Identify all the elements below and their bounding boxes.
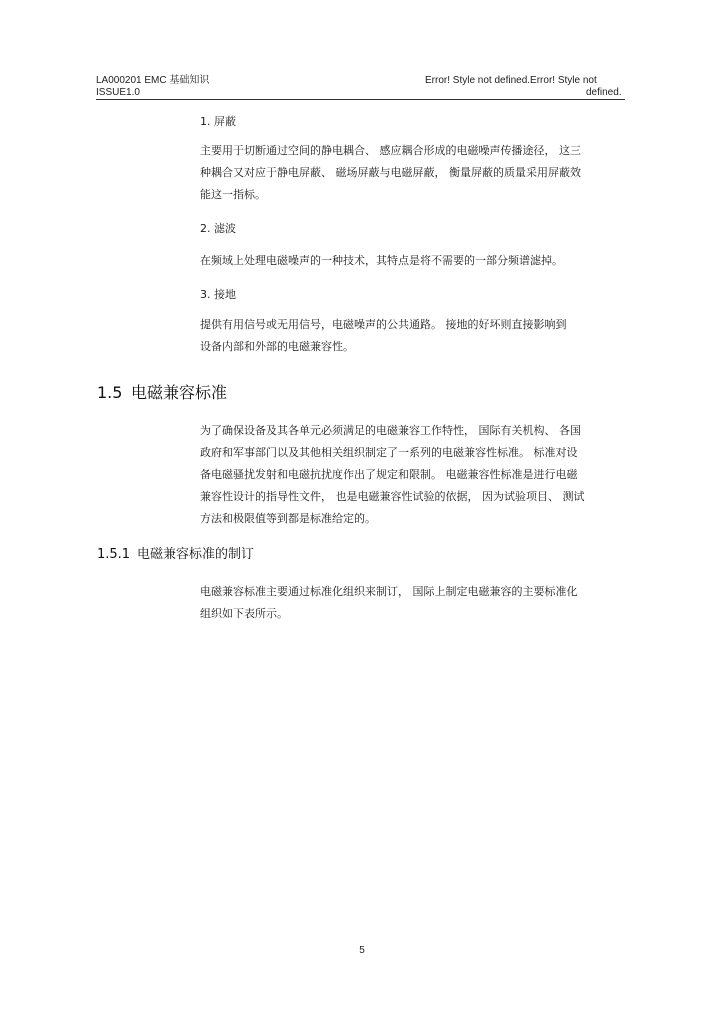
header-style-error-line2: defined. — [586, 87, 622, 98]
section-heading — [97, 383, 227, 403]
paragraph-line: 政府和军事部门以及其他相关组织制定了一系列的电磁兼容性标准。 标准对设 — [200, 446, 578, 459]
item-title-grounding: 3. 接地 — [200, 288, 236, 301]
section-title: 电磁兼容标准 — [131, 383, 228, 402]
header-doc-id: LA000201 EMC 基础知识 — [96, 75, 210, 86]
page-number: 5 — [359, 945, 365, 956]
paragraph-line: 为了确保设备及其各单元必须满足的电磁兼容工作特性， 国际有关机构、 各国 — [200, 424, 581, 437]
paragraph-line: 种耦合又对应于静电屏蔽、 磁场屏蔽与电磁屏蔽， 衡量屏蔽的质量采用屏蔽效 — [200, 166, 581, 179]
item-body-grounding — [200, 314, 630, 358]
item-title-shielding: 1. 屏蔽 — [200, 115, 236, 128]
header-issue: ISSUE1.0 — [96, 87, 140, 98]
paragraph-line: 能这一指标。 — [200, 188, 266, 201]
section-body — [200, 420, 630, 530]
subsection-body — [200, 581, 630, 625]
paragraph-line: 在频域上处理电磁噪声的一种技术，其特点是将不需要的一部分频谱滤掉。 — [200, 254, 563, 267]
header-style-error-line1: Error! Style not defined.Error! Style not — [425, 75, 597, 86]
paragraph-line: 备电磁骚扰发射和电磁抗扰度作出了规定和限制。 电磁兼容性标准是进行电磁 — [200, 468, 578, 481]
section-number: 1.5 — [97, 383, 123, 402]
item-body-filtering — [200, 250, 630, 272]
header-divider — [96, 99, 625, 100]
paragraph-line: 提供有用信号或无用信号，电磁噪声的公共通路。 接地的好坏则直接影响到 — [200, 318, 567, 331]
paragraph-line: 方法和极限值等到都是标准给定的。 — [200, 512, 376, 525]
item-body-shielding — [200, 140, 630, 206]
paragraph-line: 组织如下表所示。 — [200, 607, 288, 620]
paragraph-line: 电磁兼容标准主要通过标准化组织来制订， 国际上制定电磁兼容的主要标准化 — [200, 585, 578, 598]
paragraph-line: 兼容性设计的指导性文件， 也是电磁兼容性试验的依据， 因为试验项目、 测试 — [200, 490, 585, 503]
subsection-heading — [97, 546, 254, 563]
paragraph-line: 设备内部和外部的电磁兼容性。 — [200, 340, 354, 353]
subsection-number: 1.5.1 — [97, 547, 131, 562]
subsection-title: 电磁兼容标准的制订 — [137, 547, 255, 562]
item-title-filtering: 2. 滤波 — [200, 222, 236, 235]
paragraph-line: 主要用于切断通过空间的静电耦合、 感应耦合形成的电磁噪声传播途径， 这三 — [200, 144, 581, 157]
